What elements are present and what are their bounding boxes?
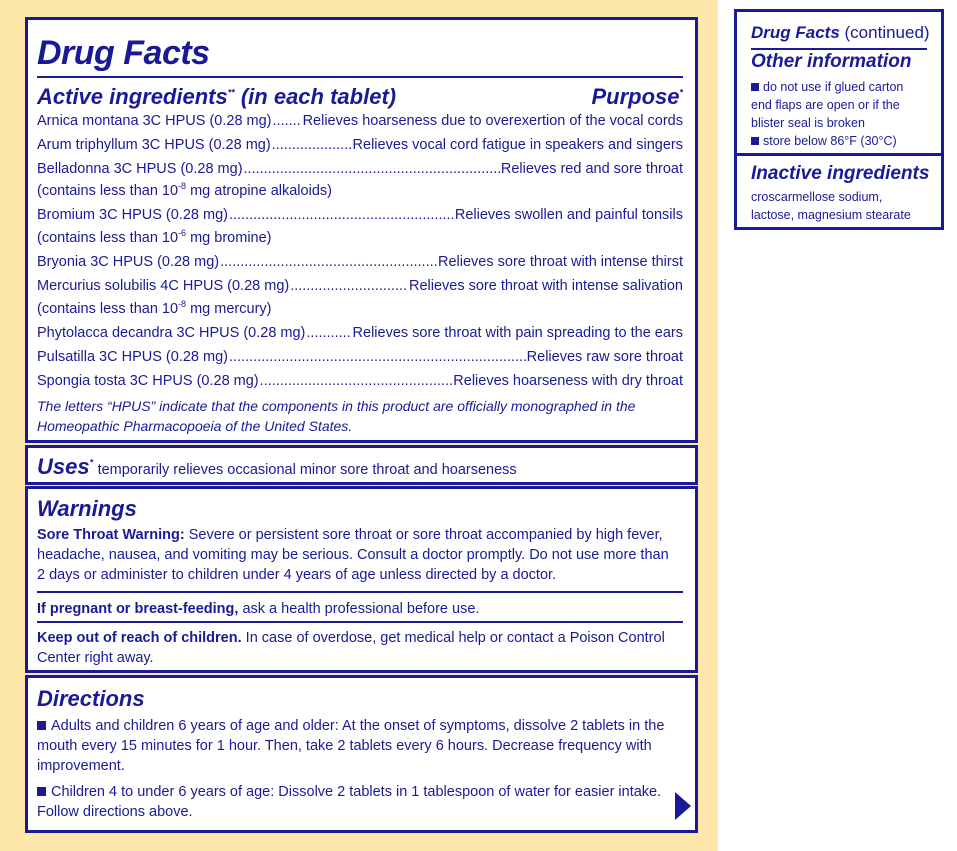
ingredient-row: Pulsatilla 3C HPUS (0.28 mg) ..... Relieves raw sore throat xyxy=(37,348,683,366)
mercurius-note: (contains less than $10^{-8}$ mg mercury) xyxy=(37,299,272,317)
leader-dots xyxy=(260,372,453,390)
ingredient-row: Belladonna 3C HPUS (0.28 mg) ..... Relieves red and sore throat xyxy=(37,160,683,178)
ingredient-row: Spongia tosta 3C HPUS (0.28 mg) ..... Relieves hoarseness with dry throat xyxy=(37,372,683,390)
uses-title: Uses* xyxy=(37,454,94,479)
continue-arrow-icon xyxy=(675,792,691,820)
hpus-note: The letters “HPUS” indicate that the components in this product are officially monographed in the Homeopathic Pharmacopoeia of the United States. xyxy=(37,398,636,434)
uses-line xyxy=(37,455,517,479)
bullet-square-icon xyxy=(37,787,46,796)
leader-dots xyxy=(272,136,352,154)
directions-title: Directions xyxy=(37,686,145,711)
ingredient-row: Arnica montana 3C HPUS (0.28 mg) ..... Relieves hoarseness due to overexertion of the vocal cords xyxy=(37,112,683,130)
continued-divider xyxy=(737,153,941,156)
leader-dots xyxy=(229,348,526,366)
continued-box xyxy=(734,9,944,230)
bromium-note: (contains less than $10^{-6}$ mg bromine) xyxy=(37,228,272,246)
leader-dots xyxy=(244,160,500,178)
ingredient-row: Phytolacca decandra 3C HPUS (0.28 mg) ..... Relieves sore throat with pain spreading to the ears xyxy=(37,324,683,342)
warnings-box xyxy=(25,486,698,673)
other-info-item: store below 86°F (30°C) xyxy=(751,132,923,150)
leader-dots xyxy=(229,206,454,224)
bullet-square-icon xyxy=(751,137,759,145)
directions-item: Adults and children 6 years of age and older: At the onset of symptoms, dissolve 2 tablets in the mouth every 15 minutes for 1 hour. Then, take 2 tablets every 6 hours. Decrease frequency with improvement. xyxy=(37,718,665,774)
drug-facts-title: Drug Facts xyxy=(37,34,210,72)
inactive-ingredients-title: Inactive ingredients xyxy=(751,163,930,184)
belladonna-note: (contains less than $10^{-8}$ mg atropine alkaloids) xyxy=(37,181,332,199)
uses-box xyxy=(25,445,698,485)
directions-box xyxy=(25,675,698,833)
bullet-square-icon xyxy=(37,721,46,730)
leader-dots xyxy=(273,112,302,130)
ingredient-row: Bromium 3C HPUS (0.28 mg) ..... Relieves swollen and painful tonsils xyxy=(37,206,683,224)
pregnancy-warning: If pregnant or breast-feeding, ask a health professional before use. xyxy=(37,601,480,617)
warnings-rule-2 xyxy=(37,621,683,623)
ingredients-list xyxy=(37,112,683,412)
sore-throat-warning: Sore Throat Warning: Severe or persistent sore throat or sore throat accompanied by high fever, headache, nausea, and vomiting may be serious. Consult a doctor promptly. Do not use more than 2 days or administer to children under 4 years of age unless directed by a doctor. xyxy=(37,527,669,583)
leader-dots xyxy=(290,277,408,295)
other-information-title: Other information xyxy=(751,51,912,72)
inactive-ingredients-text: croscarmellose sodium, lactose, magnesium stearate xyxy=(751,190,911,222)
active-ingredients-header: Active ingredients** (in each tablet) xyxy=(37,84,397,109)
ingredient-row: Mercurius solubilis 4C HPUS (0.28 mg) ..... Relieves sore throat with intense salivation xyxy=(37,277,683,295)
warnings-rule-1 xyxy=(37,591,683,593)
ingredient-row: Bryonia 3C HPUS (0.28 mg) ..... Relieves sore throat with intense thirst xyxy=(37,253,683,271)
uses-text: temporarily relieves occasional minor sore throat and hoarseness xyxy=(97,462,517,478)
leader-dots xyxy=(220,253,437,271)
title-rule xyxy=(37,76,683,78)
leader-dots xyxy=(306,324,351,342)
drug-facts-box xyxy=(25,17,698,443)
children-warning: Keep out of reach of children. In case of overdose, get medical help or contact a Poison Control Center right away. xyxy=(37,630,665,666)
warnings-title: Warnings xyxy=(37,496,137,521)
ingredient-row: Arum triphyllum 3C HPUS (0.28 mg) ..... Relieves vocal cord fatigue in speakers and singers xyxy=(37,136,683,154)
bullet-square-icon xyxy=(751,83,759,91)
directions-item: Children 4 to under 6 years of age: Dissolve 2 tablets in 1 tablespoon of water for easier intake. Follow directions above. xyxy=(37,784,662,820)
continued-title: Drug Facts (continued) xyxy=(751,23,930,42)
continued-rule xyxy=(751,48,927,50)
purpose-header: Purpose* xyxy=(591,84,683,109)
other-info-item: do not use if glued carton end flaps are open or if the blister seal is broken xyxy=(751,80,904,130)
